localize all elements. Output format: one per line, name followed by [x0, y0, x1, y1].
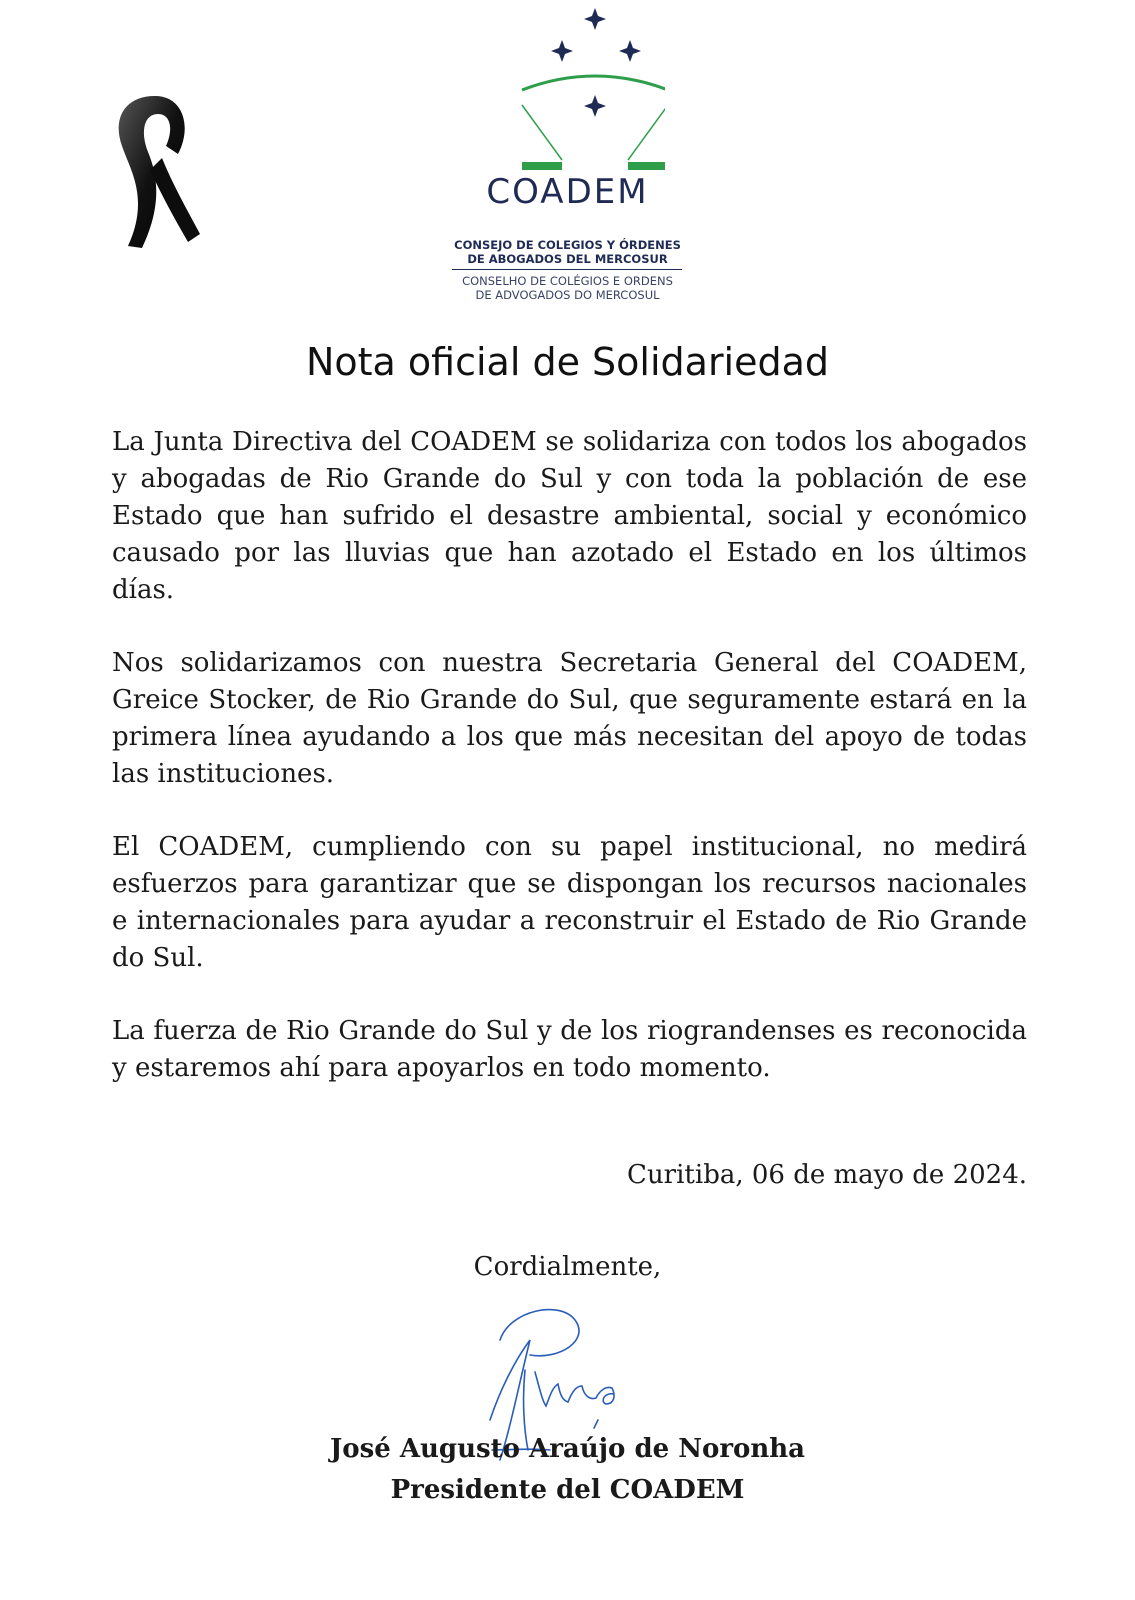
logo-subtitle-pt-line2: DE ADVOGADOS DO MERCOSUL [475, 288, 660, 302]
document-date: Curitiba, 06 de mayo de 2024. [627, 1160, 1027, 1190]
paragraph-3: El COADEM, cumpliendo con su papel institucional, no medirá esfuerzos para garantizar que se dispongan los recursos nacionales e internacionales para ayudar a reconstruir el Estado de Rio Grande do Sul. [112, 832, 1027, 973]
logo-subtitle-pt-line1: CONSELHO DE COLÉGIOS E ORDENS [462, 274, 673, 288]
coadem-emblem-icon [470, 0, 665, 180]
signer-name: José Augusto Araújo de Noronha [329, 1434, 806, 1464]
page-title: Nota oficial de Solidariedad [305, 340, 830, 384]
mourning-ribbon-icon [100, 88, 210, 258]
logo-subtitle-es-line2: DE ABOGADOS DEL MERCOSUR [467, 252, 668, 266]
paragraph-2: Nos solidarizamos con nuestra Secretaria General del COADEM, Greice Stocker, de Rio Grande do Sul, que seguramente estará en la primera línea ayudando a los que más necesitan del apoyo de todas las instituciones. [112, 648, 1027, 789]
logo-subtitle-pt [430, 274, 705, 302]
signer-role: Presidente del COADEM [390, 1475, 745, 1505]
coadem-logo [430, 0, 705, 310]
logo-name: COADEM [486, 172, 649, 212]
logo-divider [452, 269, 682, 270]
paragraph-4: La fuerza de Rio Grande do Sul y de los riograndenses es reconocida y estaremos ahí para apoyarlos en todo momento. [112, 1016, 1027, 1083]
logo-subtitle-es [430, 238, 705, 266]
closing-salutation: Cordialmente, [473, 1252, 662, 1282]
paragraph-1: La Junta Directiva del COADEM se solidariza con todos los abogados y abogadas de Rio Grande do Sul y con toda la población de ese Estado que han sufrido el desastre ambiental, social y económico causado por las lluvias que han azotado el Estado en los últimos días. [112, 427, 1027, 605]
logo-subtitle-es-line1: CONSEJO DE COLEGIOS Y ÓRDENES [454, 238, 681, 252]
